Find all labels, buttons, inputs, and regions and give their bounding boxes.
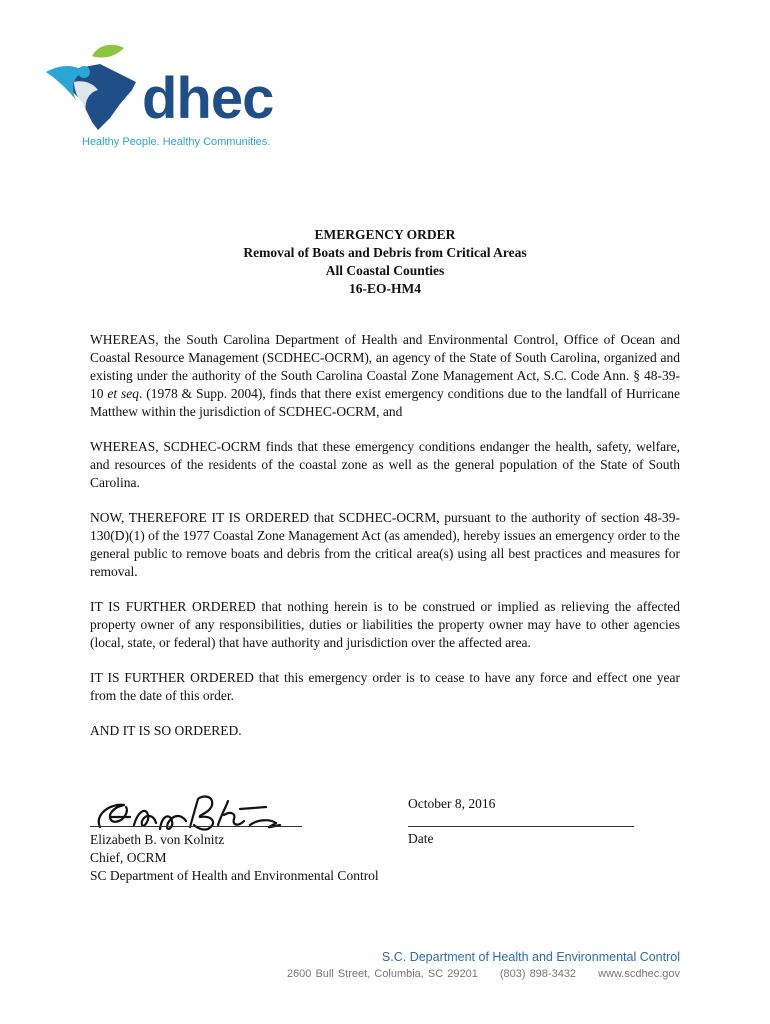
date-line [408,826,634,827]
paragraph-text: WHEREAS, the South Carolina Department of Health and Environmental Control, Office of Ocean and Coastal Resource Management (SCDHEC-OCRM), an agency of the State of South Carolina, organized and existing under the authority of the South Carolina Coastal Zone Management Act, S.C. Code Ann. § 48-39-10 [90,332,680,401]
tagline: Healthy People. Healthy Communities. [82,136,271,148]
footer-website: www.scdhec.gov [598,968,680,980]
signer-name: Elizabeth B. von Kolnitz [90,832,225,847]
dhec-logo [40,42,280,152]
signature-block [90,790,690,900]
heading-subtitle: Removal of Boats and Debris from Critical Areas [243,245,527,260]
date-label: Date [408,831,434,846]
heading-scope: All Coastal Counties [325,263,445,278]
paragraph-whereas-1 [90,331,680,421]
paragraph-ordered: NOW, THEREFORE IT IS ORDERED that SCDHEC-OCRM, pursuant to the authority of section 48-39-130(D)(1) of the 1977 Coastal Zone Management Act (as amended), hereby issues an emergency order to the general public to remove boats and debris from the critical area(s) using all best practices and measures for removal. [90,510,680,579]
paragraph-further-ordered-2: IT IS FURTHER ORDERED that this emergency order is to cease to have any force and effect one year from the date of this order. [90,670,680,703]
footer-phone: (803) 898-3432 [499,968,577,980]
footer-organization: S.C. Department of Health and Environmental Control [381,950,680,964]
dhec-wordmark: dhec [142,66,274,131]
paragraph-further-ordered-1: IT IS FURTHER ORDERED that nothing herein is to be construed or implied as relieving the affected property owner of any responsibilities, duties or liabilities the property owner may have to other agencies (local, state, or federal) that have authority and jurisdiction over the affected area. [90,599,680,650]
paragraph-text: . (1978 & Supp. 2004), finds that there exist emergency conditions due to the landfall of Hurricane Matthew within the jurisdiction of SCDHEC-OCRM, and [90,386,681,419]
document-heading [0,226,770,298]
footer-address: 2600 Bull Street, Columbia, SC 29201 [286,968,478,980]
order-date: October 8, 2016 [408,796,496,811]
heading-title: EMERGENCY ORDER [314,227,456,242]
footer-contact [0,968,680,980]
paragraph-so-ordered: AND IT IS SO ORDERED. [90,723,242,738]
signature-line [90,826,302,827]
dhec-emblem-icon [40,42,150,137]
signer-department: SC Department of Health and Environmental Control [90,868,379,883]
heading-order-number: 16-EO-HM4 [349,281,421,296]
paragraph-whereas-2: WHEREAS, SCDHEC-OCRM finds that these emergency conditions endanger the health, safety, welfare, and resources of the residents of the coastal zone as well as the general population of the State of South Carolina. [90,439,680,490]
signer-info [90,831,379,885]
paragraph-italic-text: et seq [107,386,139,401]
signer-title: Chief, OCRM [90,850,167,865]
order-body [90,331,680,757]
